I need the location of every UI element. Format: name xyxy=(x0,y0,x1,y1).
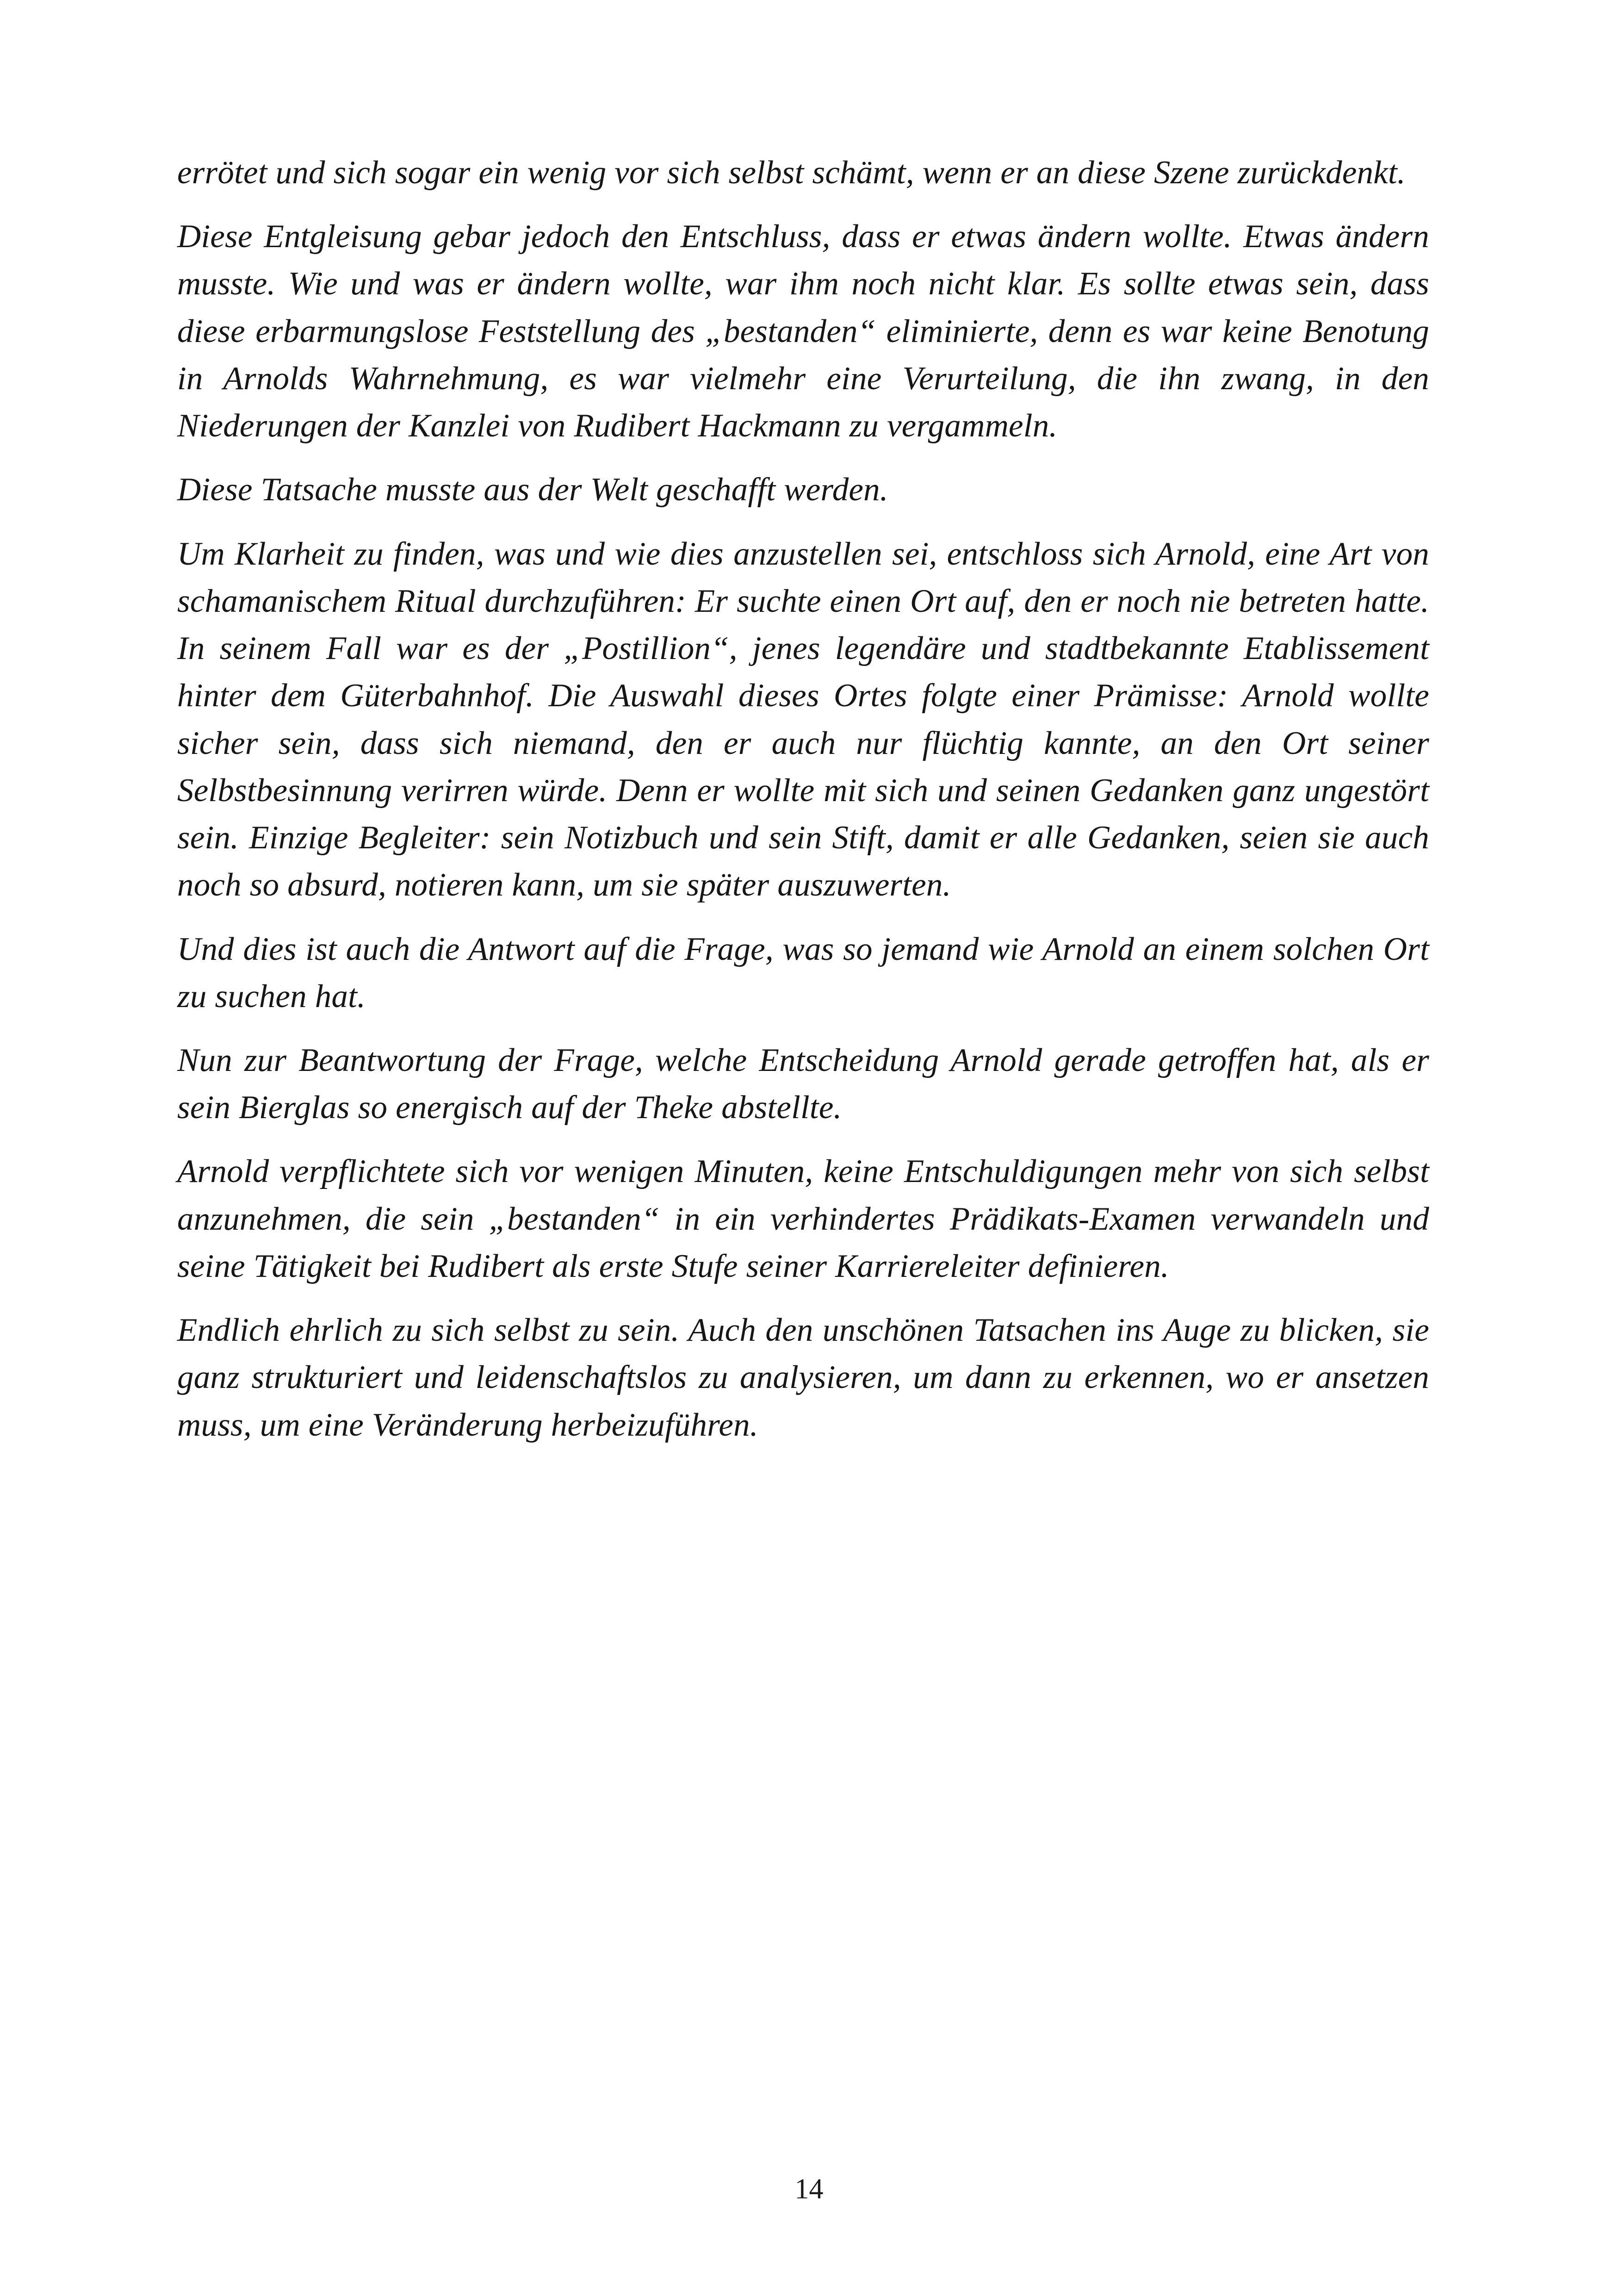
page-number: 14 xyxy=(794,2173,824,2205)
paragraph: Diese Tatsache musste aus der Welt geschafft werden. xyxy=(177,472,888,508)
paragraph: Nun zur Beantwortung der Frage, welche Entscheidung Arnold gerade getroffen hat, als er sein Bierglas so energisch auf der Theke abstellte. xyxy=(177,1042,1429,1126)
paragraph: errötet und sich sogar ein wenig vor sich selbst schämt, wenn er an diese Szene zurückdenkt. xyxy=(177,155,1406,191)
paragraph: Und dies ist auch die Antwort auf die Frage, was so jemand wie Arnold an einem solchen Ort zu suchen hat. xyxy=(177,931,1429,1014)
paragraphs-container xyxy=(177,149,1429,1465)
paragraph: Endlich ehrlich zu sich selbst zu sein. Auch den unschönen Tatsachen ins Auge zu blicken, sie ganz strukturiert und leidenschaftslos zu analysieren, um dann zu erkennen, wo er ansetzen muss, um eine Veränderung herbeizuführen. xyxy=(177,1312,1429,1443)
paragraph: Um Klarheit zu finden, was und wie dies anzustellen sei, entschloss sich Arnold, eine Art von schamanischem Ritual durchzuführen: Er suchte einen Ort auf, den er noch nie betreten hatte. In seinem Fall war es der „Postillion“, jenes legendäre und stadtbekannte Etablissement hinter dem Güterbahnhof. Die Auswahl dieses Ortes folgte einer Prämisse: Arnold wollte sicher sein, dass sich niemand, den er auch nur flüchtig kannte, an den Ort seiner Selbstbesinnung verirren würde. Denn er wollte mit sich und seinen Gedanken ganz ungestört sein. Einzige Begleiter: sein Notizbuch und sein Stift, damit er alle Gedanken, seien sie auch noch so absurd, notieren kann, um sie später auszuwerten. xyxy=(177,535,1429,903)
paragraph: Diese Entgleisung gebar jedoch den Entschluss, dass er etwas ändern wollte. Etwas ändern musste. Wie und was er ändern wollte, war ihm noch nicht klar. Es sollte etwas sein, dass diese erbarmungslose Feststellung des „bestanden“ eliminierte, denn es war keine Benotung in Arnolds Wahrnehmung, es war vielmehr eine Verurteilung, die ihn zwang, in den Niederungen der Kanzlei von Rudibert Hackmann zu vergammeln. xyxy=(177,218,1429,444)
paragraph: Arnold verpflichtete sich vor wenigen Minuten, keine Entschuldigungen mehr von sich selbst anzunehmen, die sein „bestanden“ in ein verhindertes Prädikats-Examen verwandeln und seine Tätigkeit bei Rudibert als erste Stufe seiner Karriereleiter definieren. xyxy=(177,1153,1429,1284)
